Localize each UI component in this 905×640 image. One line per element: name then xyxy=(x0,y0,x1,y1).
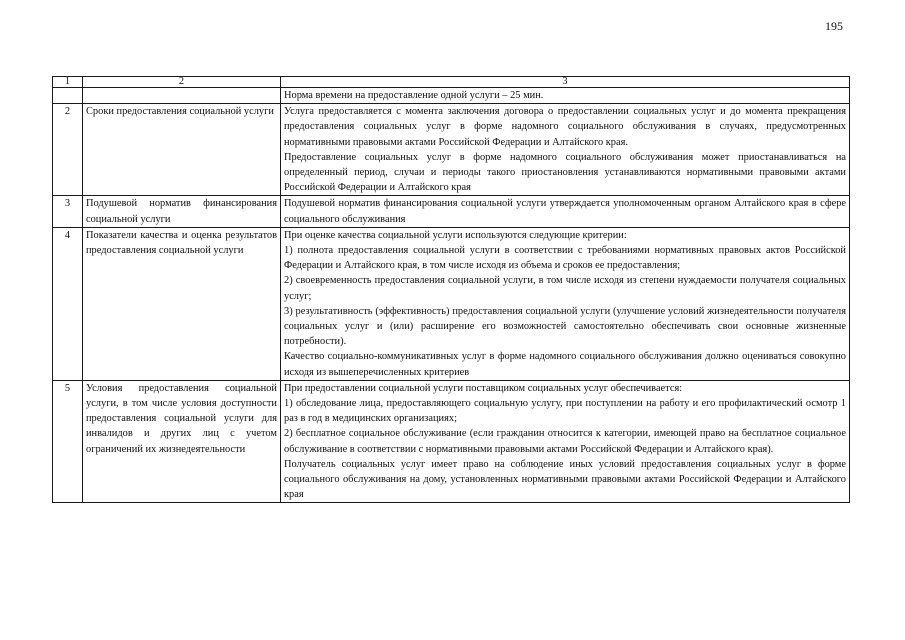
description-paragraph: 2) своевременность предоставления социальной услуги, в том числе исходя из степени нуждаемости получателя социальных услуг; xyxy=(284,275,846,302)
description-paragraph: 1) обследование лица, предоставляющего социальную услугу, при поступлении на работу и его профилактический осмотр 1 раз в год в медицинских организациях; xyxy=(284,398,846,425)
row-description xyxy=(281,88,850,104)
row-description xyxy=(281,104,850,196)
description-paragraph: Услуга предоставляется с момента заключения договора о предоставлении социальных услуг и до момента прекращения предоставления социальных услуг в форме надомного социального обслуживания в случаях, предусмотренных нормативными правовыми актами Российской Федерации и Алтайского края. xyxy=(284,106,846,148)
row-title: Подушевой норматив финансирования социальной услуги xyxy=(83,196,281,227)
column-header-description: 3 xyxy=(281,77,850,88)
description-paragraph: При оценке качества социальной услуги используются следующие критерии: xyxy=(284,229,627,241)
row-number xyxy=(53,88,83,104)
description-paragraph: Подушевой норматив финансирования социальной услуги утверждается уполномоченным органом Алтайского края в сфере социального обслуживания xyxy=(284,198,846,225)
description-paragraph: Норма времени на предоставление одной услуги – 25 мин. xyxy=(284,90,544,101)
row-number: 4 xyxy=(53,227,83,380)
description-paragraph: 3) результативность (эффективность) предоставления социальной услуги (улучшение условий жизнедеятельности получателя социальных услуг и (или) расширение его возможностей самостоятельно обеспечивать свои основные жизненные потребности). xyxy=(284,305,846,348)
description-paragraph: При предоставлении социальной услуги поставщиком социальных услуг обеспечивается: xyxy=(284,382,683,394)
row-description xyxy=(281,380,850,503)
column-header-name: 2 xyxy=(83,77,281,88)
table-row xyxy=(53,380,850,503)
row-title: Условия предоставления социальной услуги, в том числе условия доступности предоставления социальной услуги для инвалидов и других лиц с учетом ограничений их жизнедеятельности xyxy=(83,380,281,503)
table-row xyxy=(53,88,850,104)
description-paragraph: 1) полнота предоставления социальной услуги в соответствии с требованиями нормативных правовых актов Российской Федерации и Алтайского края, в том числе исходя из объема и сроков ее предоставления; xyxy=(284,245,846,272)
description-paragraph: Качество социально-коммуникативных услуг в форме надомного социального обслуживания должно оцениваться совокупно исходя из вышеперечисленных критериев xyxy=(284,351,846,378)
table-row xyxy=(53,227,850,380)
row-number: 3 xyxy=(53,196,83,227)
description-paragraph: Предоставление социальных услуг в форме надомного социального обслуживания может приостанавливаться на определенный период, случаи и периоды такого приостановления устанавливаются нормативными правовыми актами Российской Федерации и Алтайского края xyxy=(284,151,846,194)
service-standard-table xyxy=(52,76,850,503)
row-number: 2 xyxy=(53,104,83,196)
row-description xyxy=(281,227,850,380)
column-header-number: 1 xyxy=(53,77,83,88)
row-number: 5 xyxy=(53,380,83,503)
description-paragraph: Получатель социальных услуг имеет право на соблюдение иных условий предоставления социальных услуг в форме социального обслуживания на дому, установленных нормативными правовыми актами Российской Федерации и Алтайского края xyxy=(284,458,846,501)
table-row xyxy=(53,104,850,196)
description-paragraph: 2) бесплатное социальное обслуживание (если гражданин относится к категории, имеющей право на бесплатное социальное обслуживание в соответствии с нормативными правовыми актами Российской Федерации и Алтайского края). xyxy=(284,428,846,455)
row-description xyxy=(281,196,850,227)
row-title: Сроки предоставления социальной услуги xyxy=(83,104,281,196)
table-row xyxy=(53,196,850,227)
row-title: Показатели качества и оценка результатов предоставления социальной услуги xyxy=(83,227,281,380)
row-title xyxy=(83,88,281,104)
page-number: 195 xyxy=(825,19,843,33)
table-header-row xyxy=(53,77,850,88)
